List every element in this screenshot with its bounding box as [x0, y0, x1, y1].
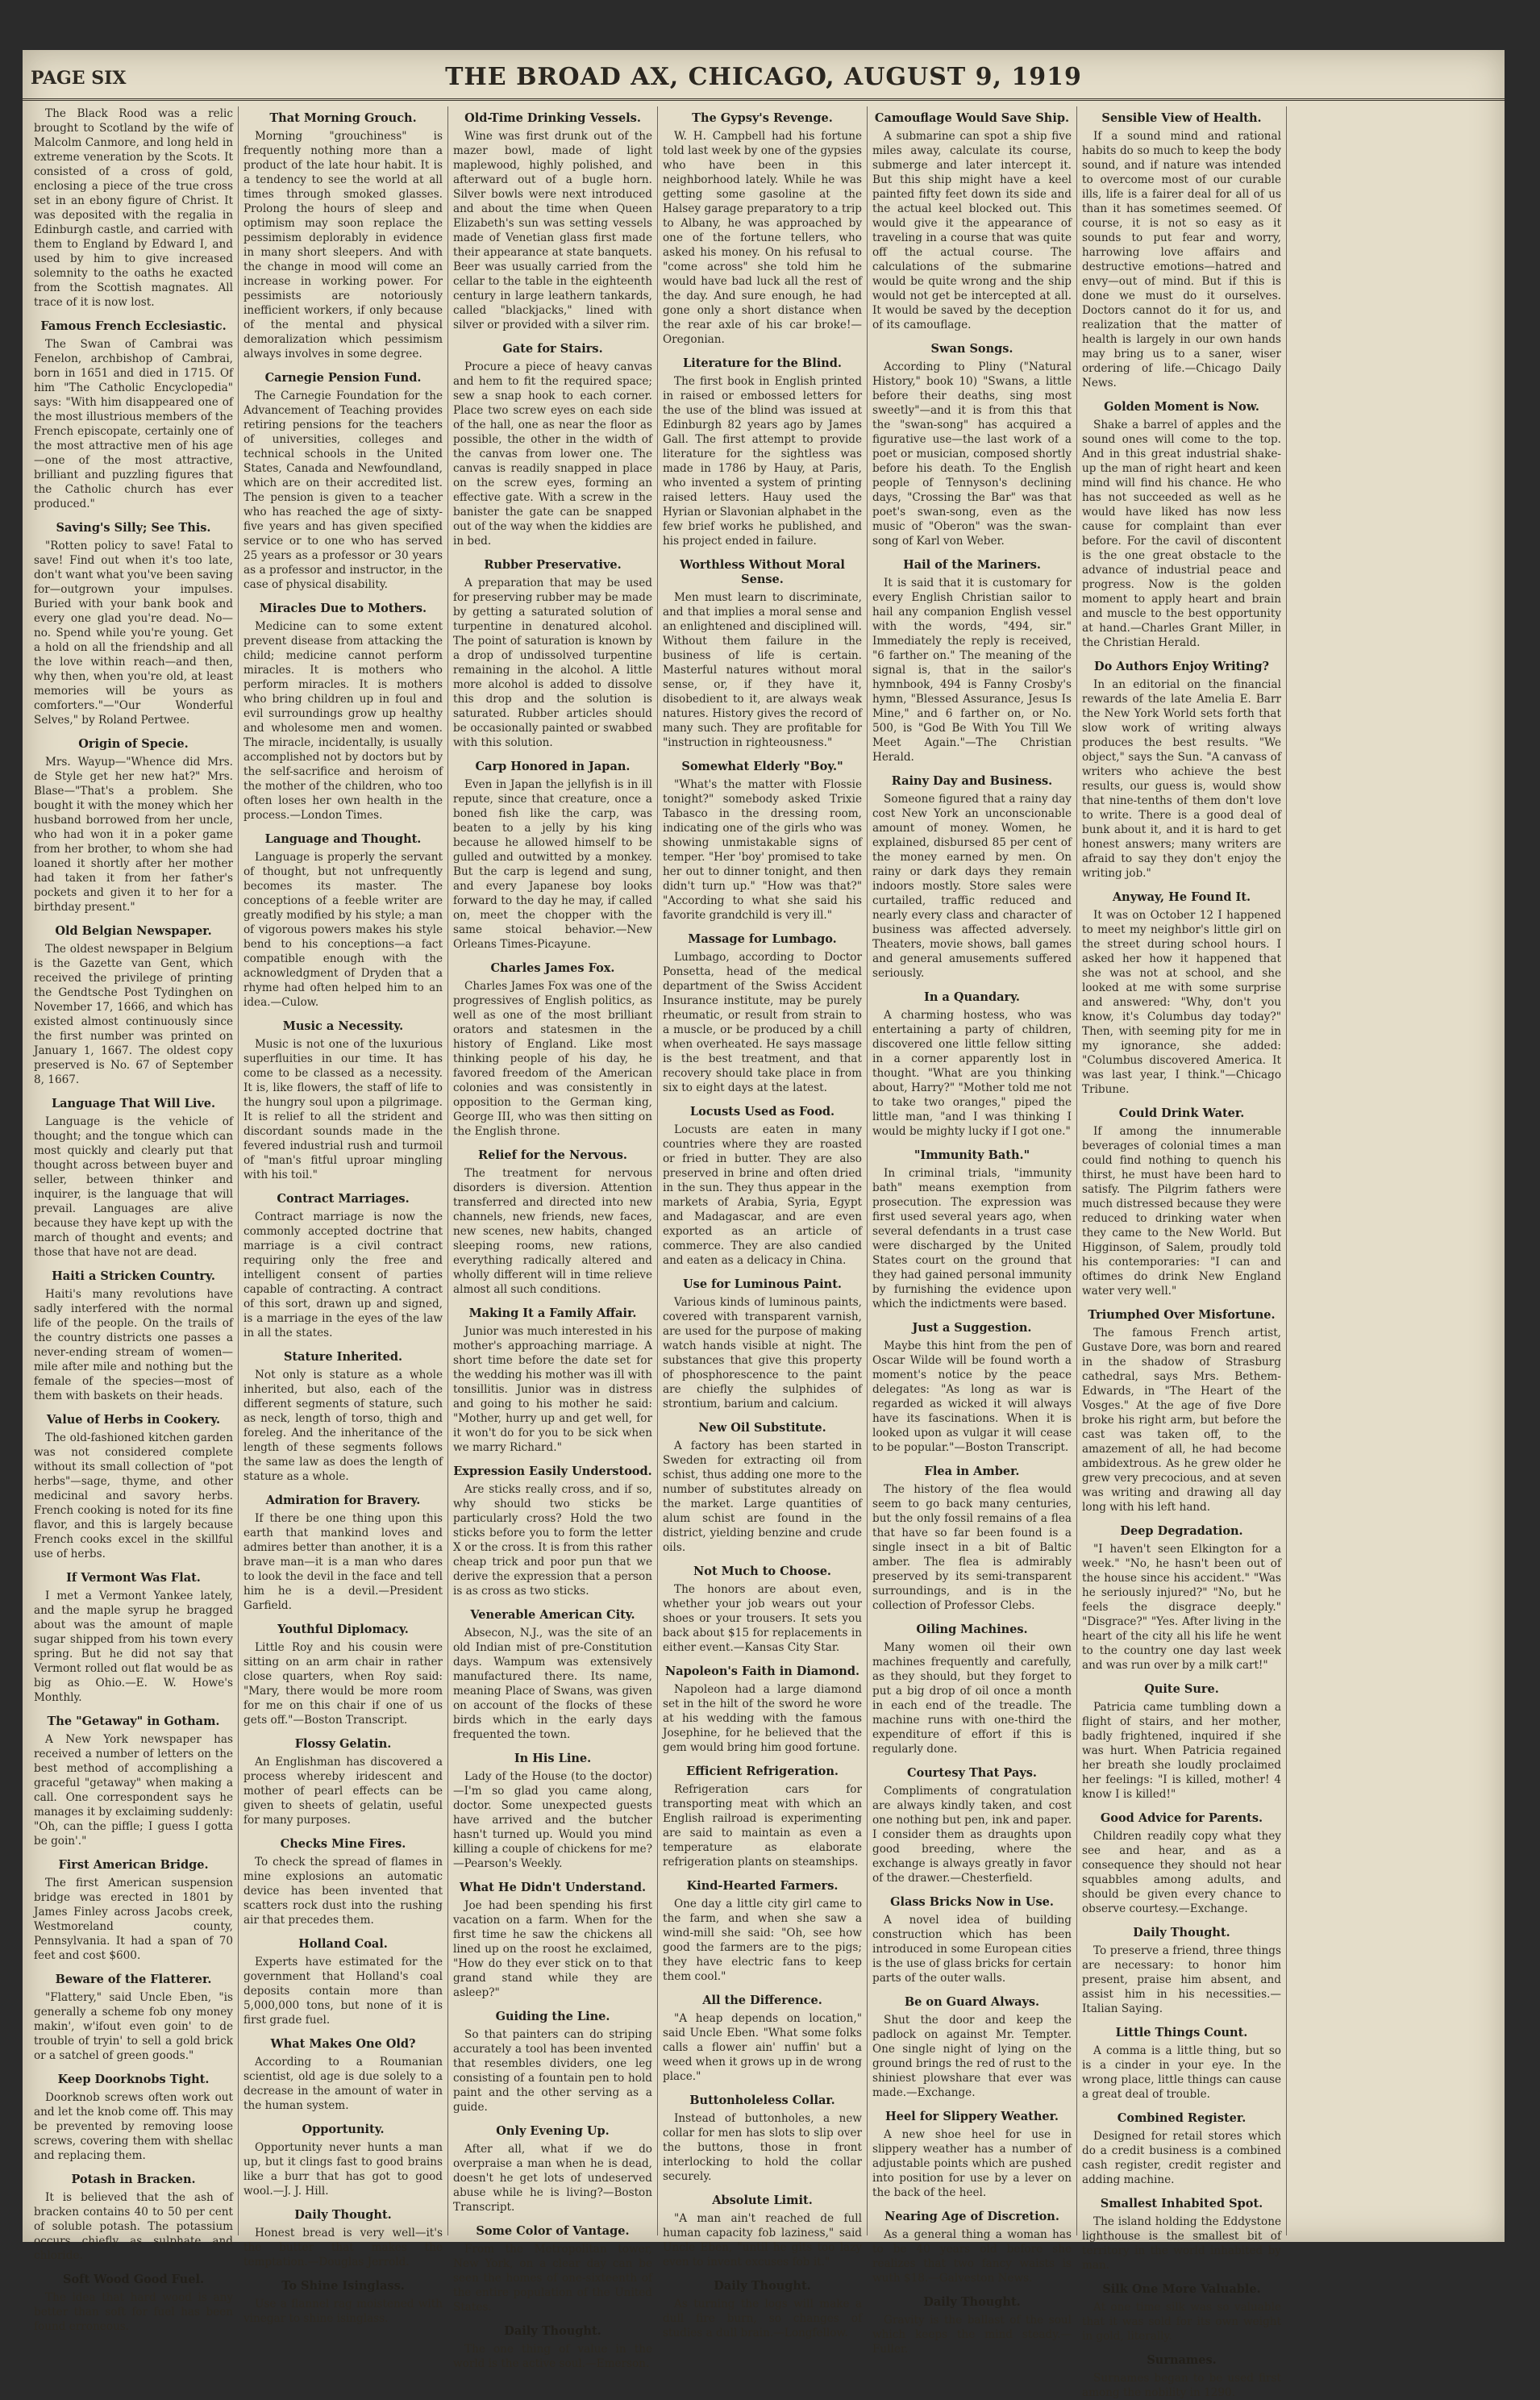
article [872, 2210, 1072, 2285]
article-headline: Flossy Gelatin. [294, 1737, 392, 1751]
article-body: At one time silk was so valuable that it was sold for its own weight in gold, literally. [1082, 2301, 1281, 2343]
article [872, 1623, 1072, 1756]
article-body: Lumbago, according to Doctor Ponsetta, head of the medical department of the Swiss Accident Insurance institute, may be purely rheumatic, or result from strain to a muscle, or be produced by a chill when overheated. He says massage is the best treatment, and that recovery should take place in from six to eight days at the latest. [663, 951, 862, 1094]
article-headline: Could Drink Water. [1118, 1106, 1245, 1120]
article-body: "A heap depends on location," said Uncle Eben. "What some folks calls a flower ain' nuffin' but a weed when it grows up in de wrong place." [663, 2012, 862, 2083]
article-body: As turning the logs will make a dull fire burn, so changes of studies a dull brain.—Longfellow. [663, 2298, 862, 2340]
article-body: The honors are about even, whether your job wears out your shoes or your trousers. It sets you back about $15 for replacements in either event.—Kansas City Star. [663, 1583, 862, 1654]
article-headline: Sensible View of Health. [1101, 111, 1262, 125]
article-body: Surnames began to be used first among the nobility in 1290. [1082, 2372, 1281, 2399]
article-headline: Efficient Refrigeration. [686, 1765, 839, 1778]
article [34, 319, 233, 511]
article [872, 111, 1072, 332]
article-body: "I haven't seen Elkington for a week." "No, he hasn't been out of the house since his accident." "Was he seriously injured?" "No, but he feels the disgrace deeply." "Disgrace?" "Yes. After living in the heart of the city all his life he went to the country one day last week and was run over by a milk cart!" [1082, 1543, 1281, 1672]
article-headline: Charles James Fox. [490, 961, 615, 975]
article [453, 1752, 652, 1871]
article [243, 832, 443, 1010]
article-headline: Stature Inherited. [283, 1350, 403, 1364]
article [453, 1881, 652, 2000]
article-headline: The "Getaway" in Gotham. [47, 1715, 220, 1728]
article [1082, 111, 1281, 390]
article-body: The Carnegie Foundation for the Advancement of Teaching provides retiring pensions for the teachers of universities, colleges and technical schools in the United States, Canada and Newfoundland, which are on their accredited list. The pension is given to a teacher who has reached the age of sixty-five years and has given specified service or to one who has served 25 years as a professor or 30 years as a professor and instructor, in the case of physical disability. [243, 390, 443, 591]
article-headline: Surnames. [1147, 2353, 1217, 2367]
article [34, 2273, 233, 2334]
article-body: The famous French artist, Gustave Dore, was born and reared in the shadow of Strasburg cathedral, says Mrs. Bethem-Edwards, in "The Heart of the Vosges." At the age of five Dore broke his right arm, but before the cast was taken off, to the amazement of all, he had become ambidextrous. As he grew older he grew very precocious, and at seven was writing and drawing all day long with his left hand. [1082, 1327, 1281, 1514]
article [872, 1148, 1072, 1311]
article-headline: Courtesy That Pays. [907, 1766, 1037, 1780]
article [243, 1494, 443, 1613]
article-headline: Expression Easily Understood. [453, 1465, 652, 1478]
article [663, 932, 862, 1095]
article [663, 558, 862, 750]
article-body: A factory has been started in Sweden for extracting oil from schist, thus adding one more to the number of substitutes already on the market. Large quantities of alum schist are found in the district, yielding benzine and crude oils. [663, 1440, 862, 1554]
article-body: Absecon, N.J., was the site of an old Indian mist of pre-Constitution days. Wampum was extensively manufactured there. Its name, meaning Place of Swans, was given on account of the flocks of these birds which in the early days frequented the town. [453, 1627, 652, 1741]
article-body: Locusts are eaten in many countries where they are roasted or fried in butter. They are also preserved in brine and often dried in the sun. They thus appear in the markets of Arabia, Syria, Egypt and Madagascar, and are even exported as an article of commerce. They are also candied and eaten as a delicacy in China. [663, 1123, 862, 1267]
article-headline: Value of Herbs in Cookery. [46, 1413, 221, 1427]
article-body: Various kinds of luminous paints, covered with transparent varnish, are used for the purpose of making watch hands visible at night. The substances that give this property of phosphorescence to the paint are chiefly the sulphides of strontium, barium and calcium. [663, 1296, 862, 1410]
article [872, 1766, 1072, 1885]
article [243, 1192, 443, 1340]
column-5 [868, 106, 1077, 2356]
article-headline: Camouflage Would Save Ship. [874, 111, 1070, 125]
article-body: It is said that it is customary for every English Christian sailor to hail any companion English vessel with the words, "494, sir." Immediately the reply is received, "6 farther on." The meaning of the signal is, that in the sailor's hymnbook, 494 is Fanny Crosby's hymn, "Blessed Assurance, Jesus Is Mine," and 6 farther on, or No. 500, is "God Be With You Till We Meet Again."—The Christian Herald. [872, 577, 1072, 764]
article-body: "A man ain't reached de full human capacity fob laziness," said Uncle Eben, "until he gits too lazy even to invent excuses fob it." [663, 2212, 862, 2269]
article-headline: Opportunity. [302, 2123, 385, 2136]
article-body: Gravity is the ballast of the soul which keeps the mind steady.—Fuller. [872, 2314, 1072, 2356]
article-headline: Hail of the Mariners. [903, 558, 1041, 572]
article-body: In an editorial on the financial rewards of the late Amelia E. Barr the New York World sets forth that slow work of writing always produces the best results. "We object," says the Sun. "A canvass of writers who achieve the best results, our guess is, would show that nine-tenths of them don't love to write. There is a good deal of bunk about it, and it is hard to get honest answers; many writers are afraid to say they don't enjoy the writing job." [1082, 678, 1281, 880]
article [453, 342, 652, 548]
article [872, 1995, 1072, 2100]
article [34, 1858, 233, 1963]
paper-title: THE BROAD AX, CHICAGO, AUGUST 9, 1919 [445, 63, 1082, 91]
article [453, 1465, 652, 1598]
article-body: Lady of the House (to the doctor)—I'm so glad you came along, doctor. Some unexpected guests have arrived and the butcher hasn't turned up. Would you mind killing a couple of chickens for me?—Pearson's Weekly. [453, 1770, 652, 1870]
article [872, 1465, 1072, 1613]
article-headline: In His Line. [514, 1752, 592, 1765]
article-body: W. H. Campbell had his fortune told last week by one of the gypsies who have been in this neighborhood lately. While he was getting some gasoline at the Halsey garage preparatory to a trip to Albany, he was approached by one of the fortune tellers, who asked his money. On his refusal to "come across" she told him he would have bad luck all the rest of the day. And sure enough, he had gone only a short distance when the rear axle of his car broke!—Oregonian. [663, 130, 862, 346]
article-body: If a sound mind and rational habits do so much to keep the body sound, and if nature was intended to overcome most of our curable ills, life is a fairer deal for all of us than it has sometimes seemed. Of course, it is not so easy as it sounds to put fear and worry, harrowing love affairs and destructive emotions—hatred and envy—out of mind. But if this is done we must do it ourselves. Doctors cannot do it for us, and realization that the matter of health is largely in our own hands may bring us to a saner, wiser ordering of life.—Chicago Daily News. [1082, 130, 1281, 390]
article-headline: Glass Bricks Now in Use. [890, 1895, 1054, 1909]
article-headline: The Gypsy's Revenge. [692, 111, 833, 125]
article-headline: In a Quandary. [924, 990, 1020, 1004]
article [453, 2224, 652, 2315]
article-headline: Contract Marriages. [277, 1192, 410, 1206]
article [453, 1148, 652, 1297]
article-body: Children readily copy what they see and hear, and as a consequence they should not hear squabbles among adults, and should be given every chance to observe courtesy.—Exchange. [1082, 1830, 1281, 1915]
article-body: Patricia came tumbling down a flight of stairs, and her mother, badly frightened, inquired if she was hurt. When Patricia regained her breath she loudly proclaimed her feelings: "I is killed, mother! 4 know I is killed!" [1082, 1701, 1281, 1801]
article-headline: Daily Thought. [504, 2324, 601, 2338]
article-body: The history of the flea would seem to go back many centuries, but the only fossil remains of a flea that have so far been found is a single insect in a bit of Baltic amber. The flea is admirably preserved by its semi-transparent surroundings, and is in the collection of Professor Clebs. [872, 1483, 1072, 1612]
article-body: As a general thing a woman has to be 40 years old before she realizes that two fancy waists is wuth $18.—Galveston News. [872, 2228, 1072, 2285]
column-2 [239, 106, 448, 2325]
article-headline: Beware of the Flatterer. [55, 1973, 212, 1986]
article-headline: Making It a Family Affair. [468, 1306, 637, 1320]
article-headline: Miracles Due to Mothers. [259, 602, 427, 615]
column-4 [658, 106, 868, 2340]
article [34, 106, 233, 310]
article-headline: Carp Honored in Japan. [475, 760, 631, 773]
article-body: Shut the door and keep the padlock on against Mr. Tempter. One single night of lying on the ground brings the red of rust to the shiniest plowshare that ever was made.—Exchange. [872, 2014, 1072, 2099]
article-headline: Daily Thought. [714, 2279, 811, 2293]
article [663, 1994, 862, 2084]
article-headline: Flea in Amber. [924, 1465, 1020, 1478]
article [243, 111, 443, 361]
article-body: From the Metropolitan tower, New York, on a clear day can be seen the homes of one-sixteenth of the entire population of the United States. [453, 2243, 652, 2314]
article-body: If among the innumerable beverages of colonial times a man could find nothing to quench his thirst, he must have been hard to satisfy. The Pilgrim fathers were much distressed because they were reduced to drinking water when they came to the New World. But Higginson, of Salem, proudly told his contemporaries: "I can and oftimes do drink New England water very well." [1082, 1125, 1281, 1298]
article-headline: Rainy Day and Business. [891, 774, 1053, 788]
article-headline: Some Color of Vantage. [476, 2224, 630, 2238]
article [1082, 1106, 1281, 1298]
article-body: Designed for retail stores which do a credit business is a combined cash register, credit register and adding machine. [1082, 2130, 1281, 2186]
article [872, 1895, 1072, 1985]
article [663, 1879, 862, 1984]
article [1082, 400, 1281, 650]
article-headline: Holland Coal. [298, 1937, 388, 1951]
article-headline: Language That Will Live. [51, 1097, 216, 1110]
article [243, 602, 443, 823]
article [1082, 2282, 1281, 2344]
article-body: Language is the vehicle of thought; and the tongue which can most quickly and clearly put that thought across between buyer and seller, between thinker and inquirer, is the language that will prevail. Languages are alive because they have kept up with the march of thought and events; and those that have not are dead. [34, 1115, 233, 1259]
article-body: Charles James Fox was one of the progressives of English politics, as well as one of the most brilliant orators and statesmen in the history of England. Like most thinking people of his day, he favored freedom of the American colonies and was consistently in opposition to the German king, George III, who was then sitting on the English throne. [453, 980, 652, 1138]
article-body: The idea that hard wood is any better than soft for fuel has been found erroneous. [34, 2291, 233, 2333]
article [34, 924, 233, 1087]
masthead [23, 50, 1505, 101]
article-headline: Guiding the Line. [495, 2010, 610, 2023]
article [243, 1350, 443, 1484]
article-body: "What's the matter with Flossie tonight?" somebody asked Trixie Tabasco in the dressing room, indicating one of the girls who was showing unmistakable signs of temper. "Her 'boy' promised to take her out to dinner tonight, and then didn't turn up." "How was that?" "According to what she said his favorite grandchild is very ill." [663, 778, 862, 922]
article-body: The first American suspension bridge was erected in 1801 by James Finley across Jacobs creek, Westmoreland county, Pennsylvania. It had a span of 70 feet and cost $600. [34, 1877, 233, 1962]
article [872, 342, 1072, 548]
article-body: It was on October 12 I happened to meet my neighbor's little girl on the street during school hours. I asked her how it happened that she was not at school, and she looked at me with some surprise and answered: "Why, don't you know, it's Columbus day today?" Then, with seeming pity for me in my ignorance, she added: "Columbus discovered America. It was last year, I think."—Chicago Tribune. [1082, 909, 1281, 1096]
article-headline: All the Difference. [702, 1994, 822, 2007]
article-headline: Daily Thought. [294, 2208, 392, 2222]
article [34, 2173, 233, 2263]
article-body: Procure a piece of heavy canvas and hem to fit the required space; sew a snap hook to each corner. Place two screw eyes on each side of the hall, one as near the floor as possible, the other in the width of the canvas from lower one. The canvas is readily snapped in place on the screw eyes, forming an effective gate. With a screw in the banister the gate can be snapped out of the way when the kiddies are in bed. [453, 360, 653, 548]
article-body: "Flattery," said Uncle Eben, "is generally a scheme fob ony money makin', w'ifout even goin' to de trouble of tryin' to sell a gold brick or a satchel of green goods." [34, 1991, 233, 2062]
article-headline: That Morning Grouch. [269, 111, 417, 125]
article-headline: Not Much to Choose. [693, 1565, 831, 1578]
article-body: Morning "grouchiness" is frequently nothing more than a product of the late hour habit. It is a tendency to see the world at all times through smoked glasses. Prolong the hours of sleep and optimism may soon replace the pessimism deplorably in evidence in many short sleepers. And with the change in mood will come an increase in working power. For pessimists are notoriously inefficient workers, if only because of the mental and physical demoralization which pessimism always involves in some degree. [243, 130, 443, 360]
article [663, 2279, 862, 2340]
article-headline: Quite Sure. [1144, 1682, 1219, 1696]
article-headline: Relief for the Nervous. [478, 1148, 627, 1162]
article-body: Junior was much interested in his mother's approaching marriage. A short time before the date set for the wedding his mother was ill with tonsillitis. Junior was in distress and going to his mother he said: "Mother, hurry up and get well, for it won't do for you to be sick when we marry Richard." [453, 1325, 652, 1454]
article-headline: Nearing Age of Discretion. [884, 2210, 1059, 2223]
article-headline: Good Advice for Parents. [1100, 1811, 1263, 1825]
article-headline: Music a Necessity. [282, 1019, 404, 1033]
article-body: Experts have estimated for the government that Holland's coal deposits contain more than 5,000,000 tons, but none of it is first grade fuel. [243, 1956, 443, 2027]
article-headline: Youthful Diplomacy. [277, 1623, 409, 1636]
article-headline: Famous French Ecclesiastic. [40, 319, 227, 333]
article-body: A New York newspaper has received a number of letters on the best method of accomplishing a graceful "getaway" when making a call. One correspondent says he manages it by exclaiming suddenly: "Oh, can the piffle; I guess I gotta be goin'." [34, 1733, 233, 1848]
article [243, 1837, 443, 1927]
newspaper-page [23, 50, 1505, 2399]
article [34, 1973, 233, 2063]
article-headline: Heel for Slippery Weather. [885, 2110, 1059, 2123]
article-body: Little Roy and his cousin were sitting on an arm chair in rather close quarters, when Roy said: "Mary, there would be more room for me on this chair if one of us gets off."—Boston Transcript. [243, 1641, 443, 1727]
article [243, 1019, 443, 1182]
article-body: Someone figured that a rainy day cost New York an unconscionable amount of money. Women, he explained, disbursed 85 per cent of the money earned by men. On rainy or dark days they remain indoors mostly. Store sales were curtailed, traffic reduced and nearly every class and character of business was affected adversely. Theaters, movie shows, ball games and general amusements suffered seriously. [872, 793, 1072, 980]
article-body: Language is properly the servant of thought, but not unfrequently becomes its master. The conceptions of a feeble writer are greatly modified by his style; a man of vigorous powers makes his style bend to his conceptions—a fact compatible enough with the acknowledgment of Dryden that a rhyme had often helped him to an idea.—Culow. [243, 851, 443, 1009]
article [872, 774, 1072, 981]
article-headline: What He Didn't Understand. [459, 1881, 647, 1894]
article-body: Joe had been spending his first vacation on a farm. When for the first time he saw the chickens all lined up on the roost he exclaimed, "How do they ever stick on to that grand stand while they are asleep?" [453, 1899, 652, 1999]
article-headline: Saving's Silly; See This. [56, 521, 211, 535]
article-headline: Only Evening Up. [496, 2124, 610, 2138]
article-headline: Just a Suggestion. [912, 1321, 1032, 1335]
article-headline: Origin of Specie. [78, 737, 189, 751]
article-headline: New Oil Substitute. [698, 1421, 826, 1435]
article-headline: "Immunity Bath." [914, 1148, 1030, 1162]
article-body: In criminal trials, "immunity bath" means exemption from prosecution. The expression was first used several years ago, when several defendants in a trust case were discharged by the United States court on the ground that they had gained personal immunity by furnishing the evidence upon which the indictments were based. [872, 1167, 1072, 1310]
article-body: Music is not one of the luxurious superfluities in our time. It has come to be classed as a necessity. It is, like flowers, the staff of life to the hungry soul upon a pilgrimage. It is relief to all the strident and discordant sounds made in the fevered industrial rush and turmoil of "man's fitful uproar mingling with his toil." [243, 1038, 443, 1181]
article-body: Haiti's many revolutions have sadly interfered with the normal life of the people. On the trails of the country districts one passes a never-ending stream of women—mile after mile and nothing but the female of the species—most of them with baskets on their heads. [34, 1288, 233, 1402]
article-headline: Carnegie Pension Fund. [264, 371, 422, 385]
article [663, 1665, 862, 1755]
article-body: Men must learn to discriminate, and that implies a moral sense and an enlightened and disciplined will. Without them failure in the business of life is certain. Masterful natures without moral sense, or, if they have it, disobedient to it, are always weak natures. History gives the record of many such. They are profitable for "instruction in righteousness." [663, 591, 862, 749]
article [663, 1277, 862, 1411]
article [1082, 660, 1281, 881]
article-headline: Old Belgian Newspaper. [55, 924, 212, 938]
article-headline: Little Things Count. [1115, 2026, 1248, 2040]
article-body: Contract marriage is now the commonly accepted doctrine that marriage is a civil contract requiring only the free and intelligent consent of parties capable of contracting. A contract of this sort, drawn up and signed, is a marriage in the eyes of the law in all the states. [243, 1210, 443, 1340]
article-headline: Deep Degradation. [1120, 1524, 1243, 1538]
article [663, 2094, 862, 2184]
article [243, 1623, 443, 1727]
article-headline: Gate for Stairs. [502, 342, 603, 356]
article-body: Maybe this hint from the pen of Oscar Wilde will be found worth a moment's notice by the peace delegates: "As long as war is regarded as wicked it will always have its fascinations. When it is looked upon as vulgar it will cease to be popular."—Boston Transcript. [872, 1340, 1072, 1454]
article-body: So that painters can do striping accurately a tool has been invented that resembles dividers, one leg consisting of a fountain pen to hold paint and the other serving as a guide. [453, 2028, 652, 2114]
article [1082, 1926, 1281, 2016]
article [453, 558, 652, 750]
article [243, 371, 443, 592]
article-headline: Do Authors Enjoy Writing? [1094, 660, 1269, 673]
column-7 [1287, 106, 1498, 2235]
article-columns [29, 106, 1498, 2399]
article-body: Use a flannel rag moistened with vinegar to shine isinglass. [243, 2298, 443, 2325]
article-headline: To Shine Isinglass. [281, 2279, 405, 2293]
article [34, 1413, 233, 1561]
article-headline: Kind-Hearted Farmers. [686, 1879, 839, 1893]
article-body: A preparation that may be used for preserving rubber may be made by getting a saturated solution of turpentine in denatured alcohol. The point of saturation is known by a drop of undissolved turpentine remaining in the alcohol. A little more alcohol is added to dissolve this drop and the solution is saturated. Rubber articles should be occasionally painted or swabbed with this solution. [453, 577, 652, 749]
article-headline: Worthless Without Moral Sense. [680, 558, 845, 586]
article [453, 111, 652, 332]
article-headline: Golden Moment is Now. [1104, 400, 1259, 414]
article [1082, 2353, 1281, 2400]
article-headline: Venerable American City. [470, 1608, 635, 1622]
article [453, 1306, 652, 1455]
article [1082, 1682, 1281, 1802]
article-body: Refrigeration cars for transporting meat with which an English railroad is experimenting are said to maintain as even a temperature as elaborate refrigeration plants on steamships. [663, 1783, 862, 1869]
article [453, 2324, 652, 2371]
article-body: A submarine can spot a ship five miles away, calculate its course, submerge and later intercept it. But this ship might have a keel painted fifty feet down its side and the actual keel blocked out. This would give it the appearance of traveling in a course that was quite off the actual course. The calculations of the submarine would be quite wrong and the ship would not get be intercepted at all. It would be saved by the deception of its camouflage. [872, 130, 1072, 331]
article-headline: Smallest Inhabited Spot. [1100, 2197, 1263, 2210]
article [34, 1715, 233, 1848]
article [243, 1937, 443, 2027]
article-body: Compliments of congratulation are always kindly taken, and cost one nothing but pen, ink and paper. I consider them as draughts upon good breeding, where the exchange is always greatly in favor of the drawer.—Chesterfield. [872, 1785, 1072, 1885]
article-headline: Napoleon's Faith in Diamond. [664, 1665, 860, 1678]
article-body: An Englishman has discovered a process whereby iridescent and mother of pearl effects can be given to sheets of gelatin, useful for many purposes. [243, 1756, 443, 1827]
article [872, 990, 1072, 1139]
article-body: If there be one thing upon this earth that mankind loves and admires better than another, it is a brave man—it is a man who dares to look the devil in the face and tell him he is a devil.—President Garfield. [243, 1512, 443, 1612]
article-headline: Be on Guard Always. [904, 1995, 1040, 2009]
article-body: Not only is stature as a whole inherited, but also, each of the different segments of stature, such as neck, length of torso, thigh and foreleg. And the inheritance of the length of these segments follows the same law as does the length of stature as a whole. [243, 1369, 443, 1483]
article-body: Opportunity never hunts a man up, but it clings fast to good brains like a burr that has got to good wool.—J. J. Hill. [243, 2141, 443, 2198]
article [34, 1269, 233, 1403]
column-6 [1077, 106, 1287, 2399]
article [243, 1737, 443, 1827]
article [34, 1097, 233, 1260]
article-body: According to a Roumanian scientist, old age is due solely to a decrease in the amount of water in the human system. [243, 2056, 443, 2112]
article [663, 111, 862, 347]
article-headline: Buttonholeless Collar. [689, 2094, 835, 2107]
article-body: Even in Japan the jellyfish is in ill repute, since that creature, once a boned fish like the carp, was beaten to a jelly by his king because he allowed himself to be gulled and outwitted by a monkey. But the carp is legend and sung, and every Japanese boy looks forward to the day he may, if called on, meet the chopper with the same stoical behavior.—New Orleans Times-Picayune. [453, 778, 652, 951]
article-body: A charming hostess, who was entertaining a party of children, discovered one little fellow sitting in a corner apparently lost in thought. "What are you thinking about, Harry?" "Mother told me not to take two oranges," piped the little man, "and I was thinking I would be mighty lucky if I got one." [872, 1009, 1072, 1138]
article-headline: Potash in Bracken. [71, 2173, 196, 2186]
article [453, 2010, 652, 2115]
article-headline: Triumphed Over Misfortune. [1088, 1308, 1276, 1322]
article [1082, 2111, 1281, 2187]
article-body: The Black Rood was a relic brought to Scotland by the wife of Malcolm Canmore, and long held in extreme veneration by the Scots. It consisted of a cross of gold, enclosing a piece of the true cross set in an ebony figure of Christ. It was deposited with the regalia in Edinburgh castle, and carried with them to England by Edward I, and used by him to give increased solemnity to the oaths he exacted from the Scottish magnates. All trace of it is now lost. [34, 107, 233, 309]
article [1082, 1811, 1281, 1916]
article-body: Shake a barrel of apples and the sound ones will come to the top. And in this great industrial shake-up the man of right heart and keen mind will find his chance. He who has not succeeded as well as he would have liked has now less cause for complaint than ever before. For the cavil of discontent is the one great obstacle to the advance of industrial peace and progress. Now is the golden moment to apply heart and brain and muscle to the best opportunity at hand.—Charles Grant Miller, in the Christian Herald. [1082, 419, 1281, 649]
article [453, 760, 652, 952]
article-headline: Daily Thought. [923, 2295, 1021, 2309]
article [1082, 2026, 1281, 2102]
article [453, 2124, 652, 2215]
article-headline: Oiling Machines. [916, 1623, 1028, 1636]
article-body: A new shoe heel for use in slippery weather has a number of adjustable points which are pushed into position for use by a lever on the back of the heel. [872, 2128, 1072, 2199]
article-body: The treatment for nervous disorders is diversion. Attention transferred and directed into new channels, new friends, new faces, new scenes, new habits, changed sleeping rooms, new rations, everything radically altered and wholly different will in time relieve almost all such conditions. [453, 1167, 652, 1296]
article-body: Doorknob screws often work out and let the knob come off. This may be prevented by removing loose screws, covering them with shellac and replacing them. [34, 2091, 233, 2162]
article [663, 1105, 862, 1268]
article [663, 1565, 862, 1655]
article [243, 2208, 443, 2269]
article [1082, 890, 1281, 1097]
article-headline: Keep Doorknobs Tight. [57, 2073, 210, 2086]
article-headline: Use for Luminous Paint. [683, 1277, 842, 1291]
article-body: The Swan of Cambrai was Fenelon, archbishop of Cambrai, born in 1651 and died in 1715. Of him "The Catholic Encyclopedia" says: "With him disappeared one of the most illustrious members of the French episcopate, certainly one of the most attractive men of his age—one of the most attractive, brilliant and puzzling figures that the Catholic church has ever produced." [34, 338, 233, 510]
article [34, 737, 233, 915]
article-body: Instead of buttonholes, a new collar for men has slots to slip over the buttons, those in front interlocking to hold the collar securely. [663, 2112, 862, 2183]
article [453, 1608, 652, 1742]
article [1082, 2197, 1281, 2273]
article-headline: Checks Mine Fires. [280, 1837, 406, 1851]
article-body: Napoleon had a large diamond set in the hilt of the sword he wore at his wedding with the famous Josephine, for he believed that the gem would bring him good fortune. [663, 1683, 862, 1754]
article-headline: Language and Thought. [264, 832, 422, 846]
article-body: The island holding the Eddystone lighthouse is the smallest bit of territory in the world inhabited by man. [1082, 2215, 1281, 2272]
article-headline: If Vermont Was Flat. [66, 1571, 201, 1585]
article-body: The old-fashioned kitchen garden was not considered complete without its small collection of "pot herbs"—sage, thyme, and other medicinal and savory herbs. French cooking is noted for its fine flavor, and this is largely because French cooks excel in the skillful use of herbs. [34, 1431, 233, 1560]
article-body: Wine was first drunk out of the mazer bowl, made of light maplewood, highly polished, and afterward out of a bugle horn. Silver bowls were next introduced and about the time when Queen Elizabeth's sun was setting vessels made of Venetian glass first made their appearance at state banquets. Beer was usually carried from the cellar to the table in the eighteenth century in large leathern tankards, called "blackjacks," lined with silver or provided with a silver rim. [453, 130, 652, 331]
article-body: Honest bread is very well—it's the butter that makes the temptation.—Douglas Jerrold. [243, 2227, 443, 2269]
article [34, 521, 233, 727]
article-headline: Swan Songs. [930, 342, 1013, 356]
article-body: According to Pliny ("Natural History," book 10) "Swans, a little before their deaths, sing most sweetly"—and it is from this that the "swan-song" has acquired a figurative use—the last work of a poet or musician, composed shortly before his death. To the English people of Tennyson's declining days, "Crossing the Bar" was that poet's swan-song, even as the music of "Oberon" was the swan-song of Karl von Weber. [872, 360, 1072, 548]
article-headline: Soft Wood Good Fuel. [62, 2273, 205, 2286]
article-body: I met a Vermont Yankee lately, and the maple syrup he bragged about was the amount of maple sugar shipped from his town every spring. But he did not say that Vermont rolled out flat would be as big as Ohio.—E. W. Howe's Monthly. [34, 1590, 233, 1704]
article-body: After all, what if we do overpraise a man when he is dead, doesn't he get lots of undeserved abuse while he is living?—Boston Transcript. [453, 2143, 652, 2214]
article-headline: Absolute Limit. [712, 2194, 813, 2207]
article [872, 558, 1072, 765]
article-headline: Rubber Preservative. [484, 558, 622, 572]
article-headline: Old-Time Drinking Vessels. [464, 111, 641, 125]
article [663, 356, 862, 548]
article-headline: Literature for the Blind. [683, 356, 842, 370]
article [243, 2123, 443, 2198]
article-headline: First American Bridge. [58, 1858, 209, 1872]
article [243, 2279, 443, 2326]
article-headline: Somewhat Elderly "Boy." [681, 760, 843, 773]
article [34, 1571, 233, 1705]
article-headline: Silk One More Valuable. [1102, 2282, 1261, 2296]
article [872, 2295, 1072, 2356]
article-body: Many women oil their own machines frequently and carefully, as they should, but they forget to put a big drop of oil once a month in each end of the treadle. The machine runs with one-third the expenditure of effort if this is regularly done. [872, 1641, 1072, 1756]
article [663, 1421, 862, 1555]
article [663, 1765, 862, 1869]
article-body: "Rotten policy to save! Fatal to save! Find out when it's too late, don't want what you've been saving for—outgrown your impulses. Buried with your bank book and every one glad you're dead. No—no. Spend while you're young. Get a hold on all the friendship and all the love within reach—and then, why then, when you're old, at least memories will be yours as comforters."—"Our Wonderful Selves," by Roland Pertwee. [34, 540, 233, 727]
page-label: PAGE SIX [31, 68, 127, 89]
article [1082, 1308, 1281, 1515]
article-body: The oldest newspaper in Belgium is the Gazette van Gent, which received the privilege of printing the Gendtsche Post Tydinghen on November 17, 1666, and which has existed almost continuously since the first number was printed on January 1, 1667. The oldest copy preserved is No. 67 of September 8, 1667. [34, 943, 233, 1086]
article-body: It is believed that the ash of bracken contains 40 to 50 per cent of soluble potash. The potassium occurs chiefly as sulphate and chloride. [34, 2191, 233, 2262]
article [453, 961, 652, 1139]
article-headline: Combined Register. [1117, 2111, 1247, 2125]
column-1 [29, 106, 239, 2333]
article-headline: Admiration for Bravery. [265, 1494, 421, 1507]
article-headline: Daily Thought. [1133, 1926, 1230, 1940]
article [34, 2073, 233, 2163]
article [872, 2110, 1072, 2200]
article [1082, 1524, 1281, 1673]
article-headline: Anyway, He Found It. [1112, 890, 1251, 904]
article-headline: What Makes One Old? [270, 2037, 416, 2051]
article-body: A comma is a little thing, but so is a cinder in your eye. In the wrong place, little things can cause a great deal of trouble. [1082, 2044, 1281, 2101]
article-body: Medicine can to some extent prevent disease from attacking the child; medicine cannot perform miracles. It is mothers who perform miracles. It is mothers who bring children up in foul and evil surroundings grow up healthy and wholesome men and women. The miracle, incidentally, is usually accomplished not by doctors but by the self-sacrifice and heroism of the mother of the children, who too often loses her own health in the process.—London Times. [243, 620, 443, 822]
article [663, 760, 862, 923]
article-body: A novel idea of building construction which has been introduced in some European cities is the use of glass bricks for certain parts of the outer walls. [872, 1914, 1072, 1985]
column-3 [448, 106, 658, 2370]
article-body: Are sticks really cross, and if so, why should two sticks be particularly cross? Hold the two sticks before you to form the letter X or the cross. It is from this rather cheap trick and poor pun that we derive the expression that a person is as cross as two sticks. [453, 1483, 652, 1598]
article-headline: Locusts Used as Food. [689, 1105, 835, 1119]
article-body: To check the spread of flames in mine explosions an automatic device has been invented that scatters rock dust into the rushing air that precedes them. [243, 1856, 443, 1927]
article [663, 2194, 862, 2269]
article-headline: Haiti a Stricken Country. [52, 1269, 215, 1283]
article-body: The first book in English printed in raised or embossed letters for the use of the blind was issued at Edinburgh 82 years ago by James Gall. The first attempt to provide literature for the sightless was made in 1786 by Hauy, at Paris, who invented a system of printing raised letters. Hauy used the Hyrian or Slavonian alphabet in the few brief works he published, and his project ended in failure. [663, 375, 862, 548]
article-body: The one thing of value in the world is the active soul.—Emerson. [453, 2343, 652, 2370]
article-body: Mrs. Wayup—"Whence did Mrs. de Style get her new hat?" Mrs. Blase—"That's a problem. She bought it with the money which her husband borrowed from her uncle, who had won it in a poker game from her brother, to whom she had loaned it shortly after her mother had taken it from her father's pockets and given it to her for a birthday present." [34, 756, 233, 914]
article-headline: Massage for Lumbago. [688, 932, 837, 946]
article-body: To preserve a friend, three things are necessary: to honor him present, praise him absent, and assist him in his necessities.—Italian Saying. [1082, 1944, 1281, 2015]
article-body: One day a little city girl came to the farm, and when she saw a wind-mill she said: "Oh, see how good the farmers are to the pigs; they have electric fans to keep them cool." [663, 1898, 862, 1983]
article [872, 1321, 1072, 1455]
article [243, 2037, 443, 2113]
